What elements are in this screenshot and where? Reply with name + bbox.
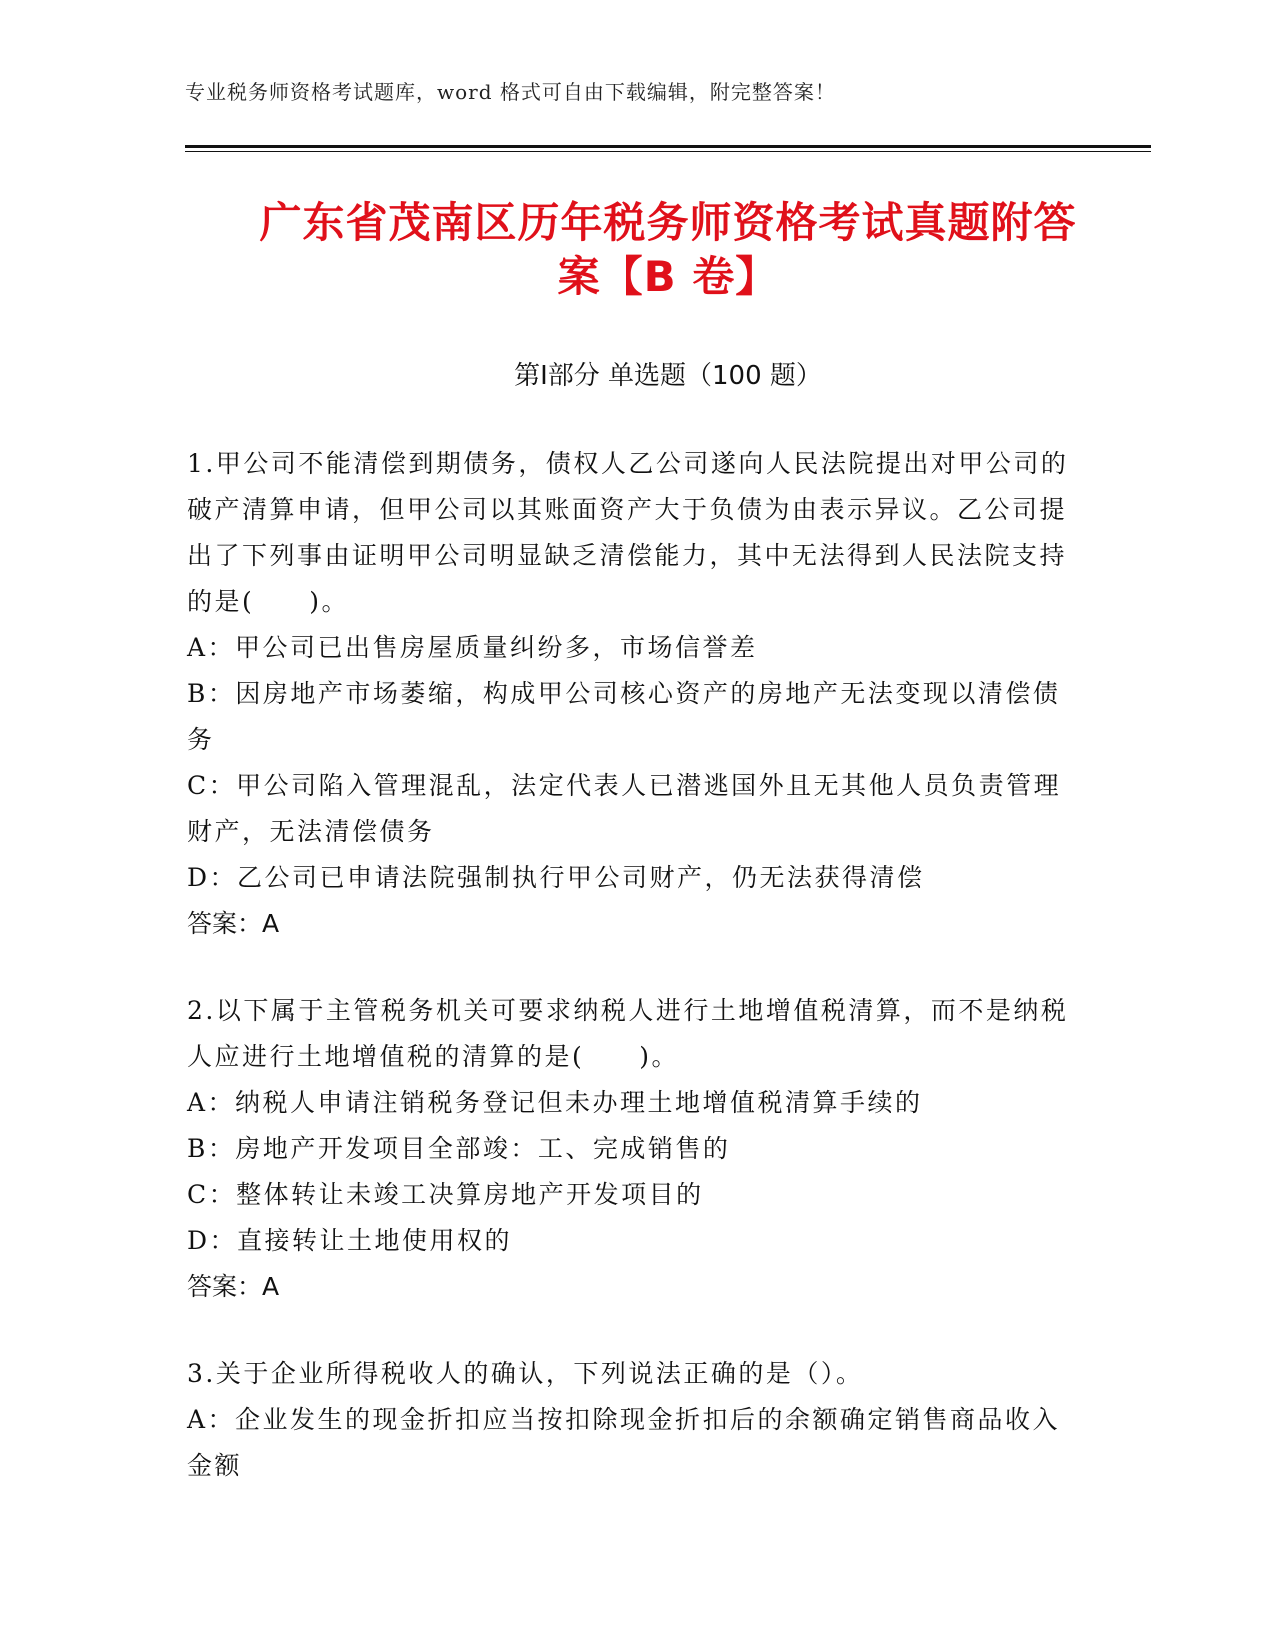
question-2	[187, 988, 1077, 1310]
option-a: A：纳税人申请注销税务登记但未办理土地增值税清算手续的	[187, 1088, 923, 1117]
document-title	[185, 196, 1151, 304]
question-list	[187, 441, 1077, 1530]
document-title-line-2: 案【B 卷】	[557, 252, 779, 301]
option-d: D：直接转让土地使用权的	[187, 1226, 513, 1255]
question-stem: 1.甲公司不能清偿到期债务，债权人乙公司遂向人民法院提出对甲公司的破产清算申请，但甲公司以其账面资产大于负债为由表示异议。乙公司提出了下列事由证明甲公司明显缺乏清偿能力，其中无法得到人民法院支持的是( )。	[187, 449, 1069, 616]
document-title-line-1: 广东省茂南区历年税务师资格考试真题附答	[259, 198, 1077, 247]
answer: 答案：A	[187, 1272, 280, 1301]
question-stem: 2.以下属于主管税务机关可要求纳税人进行土地增值税清算，而不是纳税人应进行土地增值税的清算的是( )。	[187, 996, 1069, 1071]
option-b: B：房地产开发项目全部竣：工、完成销售的	[187, 1134, 731, 1163]
header-note: 专业税务师资格考试题库，word 格式可自由下载编辑，附完整答案！	[185, 80, 836, 104]
question-1	[187, 441, 1077, 947]
section-title: 第Ⅰ部分 单选题（100 题）	[514, 361, 822, 391]
option-c: C：整体转让未竣工决算房地产开发项目的	[187, 1180, 704, 1209]
question-stem: 3.关于企业所得税收人的确认，下列说法正确的是（）。	[187, 1359, 864, 1388]
header-rule-thick	[185, 145, 1151, 148]
option-c: C：甲公司陷入管理混乱，法定代表人已潜逃国外且无其他人员负责管理财产，无法清偿债务	[187, 771, 1062, 846]
header-rule-thin	[185, 151, 1151, 152]
option-a: A：企业发生的现金折扣应当按扣除现金折扣后的余额确定销售商品收入金额	[187, 1405, 1061, 1480]
option-d: D：乙公司已申请法院强制执行甲公司财产，仍无法获得清偿	[187, 863, 925, 892]
option-b: B：因房地产市场萎缩，构成甲公司核心资产的房地产无法变现以清偿债务	[187, 679, 1061, 754]
answer: 答案：A	[187, 909, 280, 938]
option-a: A：甲公司已出售房屋质量纠纷多，市场信誉差	[187, 633, 758, 662]
question-3	[187, 1351, 1077, 1489]
